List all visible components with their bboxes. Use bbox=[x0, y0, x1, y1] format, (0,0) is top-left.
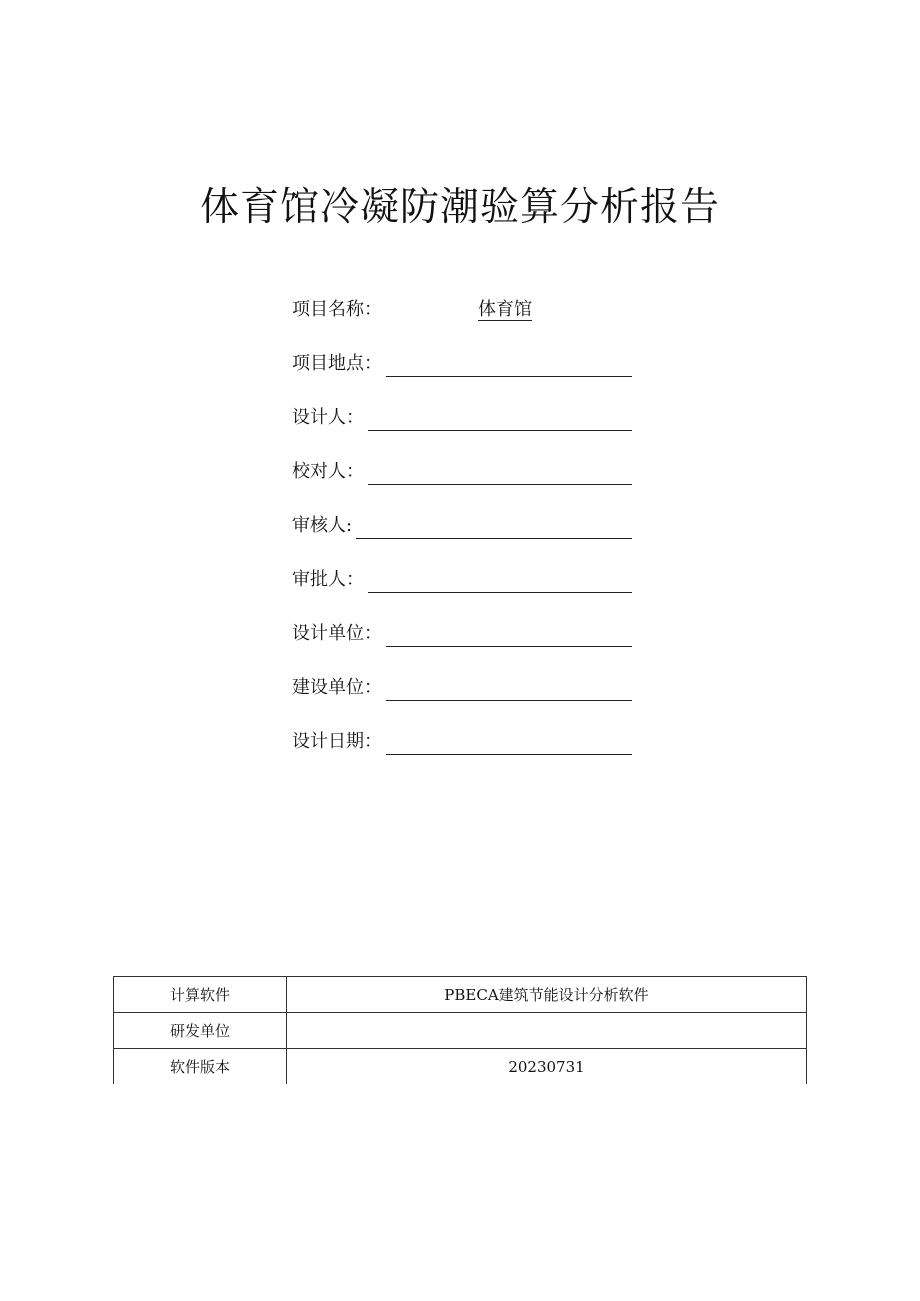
field-label: 设计日期： bbox=[292, 731, 382, 752]
table-value-cell bbox=[287, 1013, 807, 1049]
field-project-location bbox=[292, 350, 632, 404]
field-approver bbox=[292, 566, 632, 620]
project-name-value: 体育馆 bbox=[478, 299, 532, 320]
table-row bbox=[114, 1013, 807, 1049]
field-label: 项目名称： bbox=[292, 299, 382, 320]
field-label: 审批人： bbox=[292, 569, 364, 590]
field-value-line bbox=[386, 728, 632, 755]
table-key-cell: 研发单位 bbox=[114, 1013, 287, 1049]
field-proofreader bbox=[292, 458, 632, 512]
table-row bbox=[114, 1049, 807, 1085]
field-value-line bbox=[368, 404, 632, 431]
field-reviewer bbox=[292, 512, 632, 566]
field-value bbox=[382, 296, 632, 322]
field-value-line bbox=[368, 566, 632, 593]
table-row bbox=[114, 977, 807, 1013]
field-label: 设计单位： bbox=[292, 623, 382, 644]
field-project-name bbox=[292, 296, 632, 350]
field-label: 校对人： bbox=[292, 461, 364, 482]
field-value-line bbox=[386, 674, 632, 701]
report-title: 体育馆冷凝防潮验算分析报告 bbox=[199, 185, 720, 230]
field-design-date bbox=[292, 728, 632, 782]
field-construction-unit bbox=[292, 674, 632, 728]
field-value-line bbox=[368, 458, 632, 485]
project-info-fields bbox=[292, 296, 632, 782]
table-key-cell: 软件版本 bbox=[114, 1049, 287, 1085]
field-designer bbox=[292, 404, 632, 458]
table-value-cell: PBECA建筑节能设计分析软件 bbox=[287, 977, 807, 1013]
field-label: 项目地点： bbox=[292, 353, 382, 374]
software-info-table bbox=[113, 976, 807, 1084]
field-value-line bbox=[356, 512, 632, 539]
field-label: 审核人: bbox=[292, 515, 353, 536]
field-design-unit bbox=[292, 620, 632, 674]
field-label: 建设单位： bbox=[292, 677, 382, 698]
field-label: 设计人： bbox=[292, 407, 364, 428]
field-value-line bbox=[386, 620, 632, 647]
table-key-cell: 计算软件 bbox=[114, 977, 287, 1013]
table-value-cell: 20230731 bbox=[287, 1049, 807, 1085]
field-value-line bbox=[386, 350, 632, 377]
